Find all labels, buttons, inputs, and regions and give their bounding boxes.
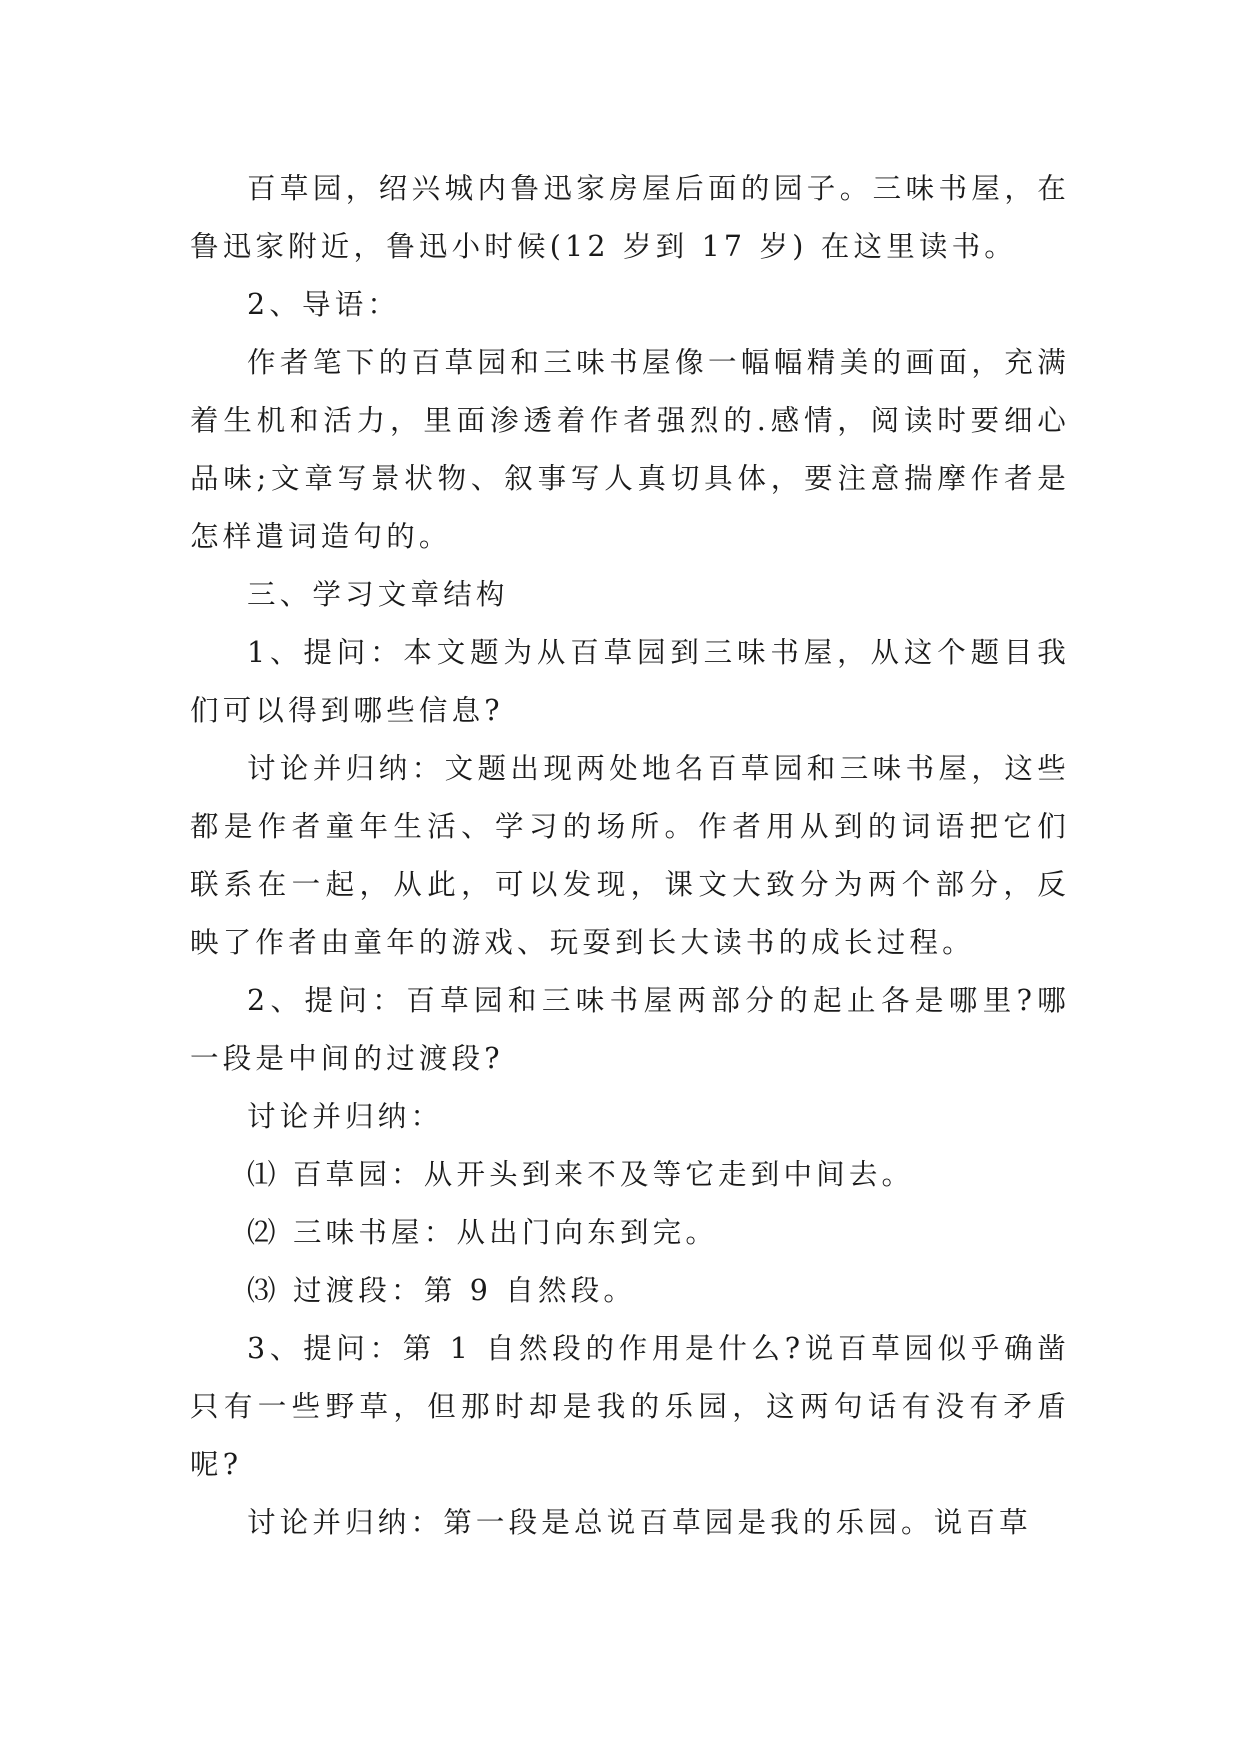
document-body xyxy=(190,160,1070,1552)
section-heading-structure: 三、学习文章结构 xyxy=(247,578,509,611)
paragraph-daoyu: 作者笔下的百草园和三味书屋像一幅幅精美的画面，充满着生机和活力，里面渗透着作者强烈的.感情，阅读时要细心品味;文章写景状物、叙事写人真切具体，要注意揣摩作者是怎样遣词造句的。 xyxy=(190,346,1070,553)
question-3: 3、提问：第 1 自然段的作用是什么?说百草园似乎确凿只有一些野草，但那时却是我的乐园，这两句话有没有矛盾呢? xyxy=(190,1332,1070,1481)
heading-daoyu: 2、导语： xyxy=(247,288,401,321)
answer-2-item-3: ⑶ 过渡段：第 9 自然段。 xyxy=(247,1274,637,1307)
answer-2-item-2: ⑵ 三味书屋：从出门向东到完。 xyxy=(247,1216,719,1249)
answer-1: 讨论并归纳：文题出现两处地名百草园和三味书屋，这些都是作者童年生活、学习的场所。作者用从到的词语把它们联系在一起，从此，可以发现，课文大致分为两个部分，反映了作者由童年的游戏、玩耍到长大读书的成长过程。 xyxy=(190,752,1070,959)
paragraph-intro-baicaoyuan: 百草园，绍兴城内鲁迅家房屋后面的园子。三味书屋，在鲁迅家附近，鲁迅小时候(12 岁到 17 岁) 在这里读书。 xyxy=(190,172,1070,263)
question-2: 2、提问：百草园和三味书屋两部分的起止各是哪里?哪一段是中间的过渡段? xyxy=(190,984,1070,1075)
answer-2-label: 讨论并归纳： xyxy=(247,1100,444,1133)
answer-3: 讨论并归纳：第一段是总说百草园是我的乐园。说百草 xyxy=(247,1506,1032,1539)
answer-2-item-1: ⑴ 百草园：从开头到来不及等它走到中间去。 xyxy=(247,1158,915,1191)
question-1: 1、提问：本文题为从百草园到三味书屋，从这个题目我们可以得到哪些信息? xyxy=(190,636,1070,727)
